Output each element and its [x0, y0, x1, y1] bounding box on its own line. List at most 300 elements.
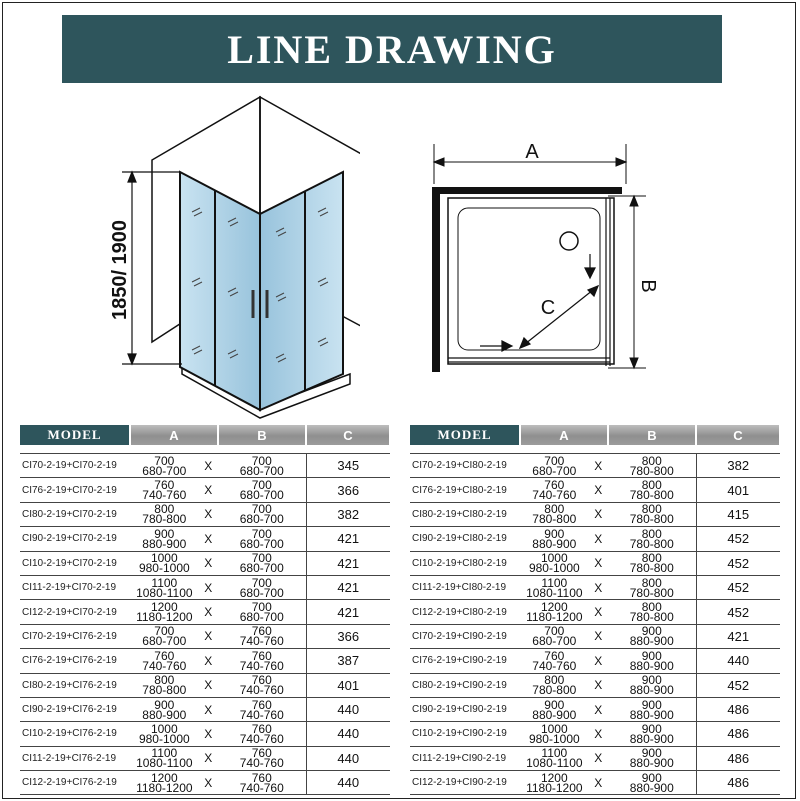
dimension-b-cell: [608, 478, 696, 502]
model-cell: CI90-2-19+CI76-2-19: [20, 697, 130, 721]
drain: [560, 232, 578, 250]
dimension-a-range: 680-700: [142, 634, 187, 649]
header-c: C: [306, 425, 390, 445]
table-row: [410, 527, 780, 551]
header-model: MODEL: [410, 425, 520, 445]
dimension-a-range: 680-700: [532, 463, 577, 478]
model-cell: CI80-2-19+CI76-2-19: [20, 673, 130, 697]
dimension-b-cell: [218, 575, 306, 599]
dimension-a-nominal: 1000: [150, 551, 178, 566]
dimension-b-cell: [218, 527, 306, 551]
dimension-a-cell: [520, 624, 608, 648]
dimension-a-nominal: 900: [544, 697, 565, 712]
table-row: [410, 454, 780, 478]
dimension-b-nominal: 800: [641, 478, 662, 493]
dimension-b-range: 780-800: [629, 536, 674, 551]
times-sign: X: [204, 605, 213, 620]
table-row: [20, 697, 390, 721]
times-sign: X: [204, 580, 213, 595]
times-sign: X: [594, 605, 603, 620]
dimension-b-cell: [608, 600, 696, 624]
header-model: MODEL: [20, 425, 130, 445]
dimension-a-cell: [130, 551, 218, 575]
dimension-a-range: 980-1000: [138, 731, 190, 746]
dimension-b-cell: [218, 771, 306, 795]
dimension-b-cell: [608, 624, 696, 648]
model-cell: CI80-2-19+CI70-2-19: [20, 502, 130, 526]
dimension-c-cell: 440: [306, 722, 390, 746]
dimension-b-nominal: 760: [251, 648, 272, 663]
dimension-a-range: 1180-1200: [526, 780, 583, 795]
table-row: [410, 722, 780, 746]
left-glass-side: [180, 172, 260, 410]
dimension-c-cell: 440: [696, 649, 780, 673]
times-sign: X: [594, 775, 603, 790]
model-cell: CI12-2-19+CI76-2-19: [20, 771, 130, 795]
dimension-b-range: 680-700: [239, 488, 284, 503]
dimension-a-range: 1180-1200: [136, 780, 193, 795]
dimension-b-range: 880-900: [629, 634, 674, 649]
dimension-b-nominal: 900: [641, 648, 662, 663]
times-sign: X: [594, 678, 603, 693]
times-sign: X: [204, 458, 213, 473]
dimension-b-nominal: 760: [251, 673, 272, 688]
dimension-a-range: 680-700: [532, 634, 577, 649]
dimension-b-range: 880-900: [629, 683, 674, 698]
times-sign: X: [204, 556, 213, 571]
dimension-b-cell: [218, 478, 306, 502]
dimension-a-nominal: 760: [154, 478, 175, 493]
dimension-b-nominal: 760: [251, 721, 272, 736]
dimension-b-cell: [608, 649, 696, 673]
table-row: [20, 454, 390, 478]
dimension-b-range: 780-800: [629, 585, 674, 600]
size-table-left: [20, 425, 391, 795]
dimension-a-nominal: 1200: [150, 600, 178, 615]
dimension-a-nominal: 1200: [150, 770, 178, 785]
table-row: [20, 746, 390, 770]
dimension-a-nominal: 1100: [541, 575, 568, 590]
model-cell: CI76-2-19+CI90-2-19: [410, 649, 520, 673]
dimension-b-cell: [218, 649, 306, 673]
table-body: [20, 445, 390, 795]
dimension-a-range: 880-900: [532, 707, 577, 722]
table-row: [20, 527, 390, 551]
times-sign: X: [594, 458, 603, 473]
model-cell: CI70-2-19+CI70-2-19: [20, 454, 130, 478]
dimension-a-nominal: 1000: [150, 721, 178, 736]
right-glass-side: [260, 172, 343, 410]
dimension-c-cell: 452: [696, 600, 780, 624]
dimension-b-nominal: 700: [251, 575, 272, 590]
dimension-b-range: 780-800: [629, 610, 674, 625]
dimension-c-cell: 421: [306, 575, 390, 599]
dimension-a-range: 780-800: [532, 512, 577, 527]
enclosure-3d-drawing: [100, 92, 360, 422]
dimension-a-nominal: 800: [154, 673, 175, 688]
dimension-b-range: 740-760: [239, 756, 284, 771]
table-header-row: [20, 425, 390, 445]
dimension-a-cell: [520, 600, 608, 624]
dimension-b-cell: [218, 600, 306, 624]
dimension-b-cell: [608, 454, 696, 478]
dimension-a-cell: [520, 478, 608, 502]
dimension-a-cell: [130, 697, 218, 721]
dimension-b-nominal: 700: [251, 502, 272, 517]
table-row: [20, 624, 390, 648]
times-sign: X: [204, 629, 213, 644]
dimension-a-nominal: 1100: [151, 575, 178, 590]
dimension-c-cell: 440: [306, 746, 390, 770]
dimension-a-range: 740-760: [142, 658, 187, 673]
times-sign: X: [594, 629, 603, 644]
dimension-a-cell: [130, 502, 218, 526]
table-row: [410, 478, 780, 502]
dimension-b-nominal: 900: [641, 697, 662, 712]
dimension-b-cell: [608, 551, 696, 575]
dimension-c-cell: 486: [696, 771, 780, 795]
dimension-a-cell: [130, 600, 218, 624]
times-sign: X: [204, 751, 213, 766]
dimension-b-range: 680-700: [239, 463, 284, 478]
dimension-b-range: 740-760: [239, 658, 284, 673]
dimension-b-nominal: 800: [641, 600, 662, 615]
dimension-a-range: 780-800: [142, 512, 187, 527]
table-row: [20, 502, 390, 526]
dimension-b-cell: [218, 722, 306, 746]
dimension-a-range: 1180-1200: [526, 610, 583, 625]
dimension-b-cell: [218, 697, 306, 721]
times-sign: X: [204, 531, 213, 546]
dimension-a-range: 1080-1100: [526, 756, 583, 771]
dimension-b-range: 680-700: [239, 512, 284, 527]
dimension-b-range: 780-800: [629, 561, 674, 576]
dimension-a-nominal: 1100: [541, 746, 568, 761]
dimension-a-range: 740-760: [532, 658, 577, 673]
dimension-b-cell: [218, 673, 306, 697]
dimension-c-cell: 486: [696, 722, 780, 746]
dimension-a-cell: [520, 551, 608, 575]
dimension-b-range: 680-700: [239, 610, 284, 625]
dimension-a-nominal: 760: [544, 478, 565, 493]
table-row: [410, 624, 780, 648]
times-sign: X: [204, 775, 213, 790]
dimension-c-cell: 421: [306, 600, 390, 624]
dimension-c-cell: 452: [696, 575, 780, 599]
table-row: [410, 771, 780, 795]
back-wall: [432, 187, 622, 194]
page-title: LINE DRAWING: [62, 15, 722, 83]
dimension-c-cell: 421: [696, 624, 780, 648]
model-cell: CI90-2-19+CI70-2-19: [20, 527, 130, 551]
dimension-b-cell: [218, 551, 306, 575]
dimension-b-nominal: 700: [251, 453, 272, 468]
model-cell: CI10-2-19+CI76-2-19: [20, 722, 130, 746]
dimension-a-cell: [520, 697, 608, 721]
header-a: A: [520, 425, 608, 445]
dimension-a-range: 740-760: [532, 488, 577, 503]
table-row: [410, 649, 780, 673]
table-row: [20, 771, 390, 795]
model-cell: CI76-2-19+CI70-2-19: [20, 478, 130, 502]
times-sign: X: [594, 507, 603, 522]
dimension-a-cell: [520, 454, 608, 478]
header-b: B: [218, 425, 306, 445]
model-cell: CI12-2-19+CI70-2-19: [20, 600, 130, 624]
dimension-c-cell: 401: [306, 673, 390, 697]
dimension-a-cell: [130, 478, 218, 502]
dimension-a-cell: [130, 624, 218, 648]
dimension-b-cell: [608, 673, 696, 697]
dimension-b-range: 880-900: [629, 780, 674, 795]
dimension-b-nominal: 900: [641, 673, 662, 688]
dimension-a-nominal: 700: [544, 453, 565, 468]
dimension-b-nominal: 760: [251, 624, 272, 639]
model-cell: CI70-2-19+CI80-2-19: [410, 454, 520, 478]
dimension-c-cell: 440: [306, 771, 390, 795]
dimension-b-range: 680-700: [239, 561, 284, 576]
times-sign: X: [594, 556, 603, 571]
dimension-a-nominal: 1000: [540, 721, 568, 736]
dimension-a-cell: [520, 771, 608, 795]
model-cell: CI11-2-19+CI80-2-19: [410, 575, 520, 599]
header-c: C: [696, 425, 780, 445]
dimension-b-range: 740-760: [239, 634, 284, 649]
header-b: B: [608, 425, 696, 445]
table-header-row: [410, 425, 780, 445]
times-sign: X: [204, 507, 213, 522]
dimension-b-nominal: 900: [641, 746, 662, 761]
label-c: C: [540, 297, 556, 319]
dimension-b-range: 740-760: [239, 707, 284, 722]
model-cell: CI90-2-19+CI80-2-19: [410, 527, 520, 551]
dimension-b-range: 680-700: [239, 585, 284, 600]
dimension-a-range: 780-800: [532, 683, 577, 698]
dimension-b-cell: [608, 575, 696, 599]
dimension-b-range: 740-760: [239, 731, 284, 746]
dimension-a-nominal: 900: [154, 697, 175, 712]
dimension-a-range: 980-1000: [528, 561, 580, 576]
dimension-b-range: 880-900: [629, 731, 674, 746]
dimension-c-cell: 486: [696, 697, 780, 721]
dimension-c-cell: 452: [696, 527, 780, 551]
times-sign: X: [594, 726, 603, 741]
dimension-b-range: 880-900: [629, 658, 674, 673]
dimension-a-nominal: 1200: [540, 770, 568, 785]
dimension-a-cell: [130, 673, 218, 697]
model-cell: CI80-2-19+CI80-2-19: [410, 502, 520, 526]
dimension-b-range: 780-800: [629, 488, 674, 503]
times-sign: X: [594, 653, 603, 668]
dimension-a-cell: [130, 527, 218, 551]
table-body: [410, 445, 780, 795]
dimension-b-cell: [608, 771, 696, 795]
table-row: [20, 551, 390, 575]
dimension-b-nominal: 800: [641, 502, 662, 517]
times-sign: X: [204, 702, 213, 717]
dimension-b-range: 780-800: [629, 512, 674, 527]
model-cell: CI90-2-19+CI90-2-19: [410, 697, 520, 721]
label-a: A: [525, 141, 539, 163]
model-cell: CI76-2-19+CI80-2-19: [410, 478, 520, 502]
dimension-a-cell: [130, 722, 218, 746]
dimension-a-cell: [130, 649, 218, 673]
dimension-a-cell: [520, 649, 608, 673]
dimension-c-cell: 382: [306, 502, 390, 526]
header-a: A: [130, 425, 218, 445]
model-cell: CI10-2-19+CI80-2-19: [410, 551, 520, 575]
dimension-a-cell: [520, 673, 608, 697]
dimension-a-nominal: 760: [544, 648, 565, 663]
dimension-a-range: 740-760: [142, 488, 187, 503]
dimension-b-nominal: 900: [641, 770, 662, 785]
dimension-c-cell: 366: [306, 624, 390, 648]
dimension-b-cell: [218, 502, 306, 526]
table-row: [410, 746, 780, 770]
dimension-a-cell: [520, 722, 608, 746]
label-b: B: [637, 279, 659, 293]
dimension-b-nominal: 800: [641, 526, 662, 541]
dimension-c-cell: 415: [696, 502, 780, 526]
dimension-a-range: 680-700: [142, 463, 187, 478]
dimension-c-cell: 421: [306, 551, 390, 575]
dimension-a-nominal: 700: [154, 453, 175, 468]
dimension-a-cell: [520, 502, 608, 526]
dimension-b-nominal: 900: [641, 624, 662, 639]
dimension-b-cell: [218, 746, 306, 770]
table-row: [20, 600, 390, 624]
model-cell: CI11-2-19+CI90-2-19: [410, 746, 520, 770]
times-sign: X: [204, 726, 213, 741]
dimension-a-cell: [130, 746, 218, 770]
dimension-a-nominal: 800: [154, 502, 175, 517]
dimension-b-nominal: 760: [251, 697, 272, 712]
model-cell: CI76-2-19+CI76-2-19: [20, 649, 130, 673]
table-row: [20, 478, 390, 502]
dimension-b-cell: [218, 454, 306, 478]
dimension-b-range: 880-900: [629, 707, 674, 722]
model-cell: CI12-2-19+CI80-2-19: [410, 600, 520, 624]
times-sign: X: [594, 580, 603, 595]
dimension-b-cell: [608, 746, 696, 770]
model-cell: CI11-2-19+CI76-2-19: [20, 746, 130, 770]
model-cell: CI10-2-19+CI70-2-19: [20, 551, 130, 575]
dimension-a-range: 1080-1100: [526, 585, 583, 600]
dimension-b-nominal: 900: [641, 721, 662, 736]
dimension-b-cell: [218, 624, 306, 648]
dimension-b-nominal: 800: [641, 551, 662, 566]
dimension-a-range: 780-800: [142, 683, 187, 698]
dimension-c-cell: 440: [306, 697, 390, 721]
model-cell: CI70-2-19+CI76-2-19: [20, 624, 130, 648]
enclosure-plan-drawing: [420, 136, 660, 376]
dimension-b-cell: [608, 527, 696, 551]
dimension-b-nominal: 700: [251, 478, 272, 493]
model-cell: CI80-2-19+CI90-2-19: [410, 673, 520, 697]
dimension-b-nominal: 760: [251, 746, 272, 761]
times-sign: X: [594, 751, 603, 766]
model-cell: CI10-2-19+CI90-2-19: [410, 722, 520, 746]
dimension-a-range: 880-900: [142, 536, 187, 551]
size-table-right: [410, 425, 781, 795]
dimension-b-nominal: 700: [251, 551, 272, 566]
table-row: [20, 673, 390, 697]
dimension-c-cell: 366: [306, 478, 390, 502]
dimension-a-nominal: 1200: [540, 600, 568, 615]
dimension-b-cell: [608, 502, 696, 526]
model-cell: CI70-2-19+CI90-2-19: [410, 624, 520, 648]
table-row: [410, 673, 780, 697]
dimension-b-nominal: 800: [641, 575, 662, 590]
dimension-a-nominal: 1000: [540, 551, 568, 566]
dimension-c-cell: 387: [306, 649, 390, 673]
times-sign: X: [594, 702, 603, 717]
dimension-c-cell: 452: [696, 551, 780, 575]
times-sign: X: [204, 483, 213, 498]
table-row: [20, 649, 390, 673]
table-row: [410, 600, 780, 624]
dimension-a-nominal: 900: [544, 526, 565, 541]
dimension-b-range: 780-800: [629, 463, 674, 478]
dimension-a-range: 880-900: [532, 536, 577, 551]
dimension-a-cell: [520, 527, 608, 551]
dimension-b-nominal: 800: [641, 453, 662, 468]
tray-inner: [458, 208, 600, 350]
times-sign: X: [204, 653, 213, 668]
dimension-c-cell: 401: [696, 478, 780, 502]
dimension-a-nominal: 1100: [151, 746, 178, 761]
times-sign: X: [204, 678, 213, 693]
dimension-b-range: 740-760: [239, 683, 284, 698]
dimension-c: [480, 254, 598, 351]
dimension-a-nominal: 800: [544, 673, 565, 688]
dimension-b-cell: [608, 722, 696, 746]
table-row: [410, 575, 780, 599]
dimension-a-range: 980-1000: [528, 731, 580, 746]
dimension-a-nominal: 700: [154, 624, 175, 639]
dimension-c-cell: 486: [696, 746, 780, 770]
dimension-a-cell: [130, 771, 218, 795]
height-label: 1850/ 1900: [109, 219, 131, 321]
dimension-c-cell: 382: [696, 454, 780, 478]
dimension-b-range: 880-900: [629, 756, 674, 771]
dimension-b-nominal: 700: [251, 600, 272, 615]
dimension-a-range: 1080-1100: [136, 756, 193, 771]
dimension-b-range: 740-760: [239, 780, 284, 795]
dimension-a-cell: [520, 575, 608, 599]
times-sign: X: [594, 483, 603, 498]
dimension-b-nominal: 700: [251, 526, 272, 541]
dimension-a-nominal: 800: [544, 502, 565, 517]
dimension-b-cell: [608, 697, 696, 721]
dimension-a-nominal: 900: [154, 526, 175, 541]
dimension-a-range: 880-900: [142, 707, 187, 722]
side-wall: [432, 187, 440, 372]
dimension-a-nominal: 700: [544, 624, 565, 639]
model-cell: CI12-2-19+CI90-2-19: [410, 771, 520, 795]
dimension-a-cell: [520, 746, 608, 770]
dimension-b-nominal: 760: [251, 770, 272, 785]
dimension-a-cell: [130, 454, 218, 478]
dimension-c-cell: 345: [306, 454, 390, 478]
table-spacer: [20, 445, 390, 454]
dimension-a-range: 980-1000: [138, 561, 190, 576]
times-sign: X: [594, 531, 603, 546]
dimension-c-cell: 452: [696, 673, 780, 697]
dimension-c-cell: 421: [306, 527, 390, 551]
dimension-b-range: 680-700: [239, 536, 284, 551]
table-row: [20, 575, 390, 599]
